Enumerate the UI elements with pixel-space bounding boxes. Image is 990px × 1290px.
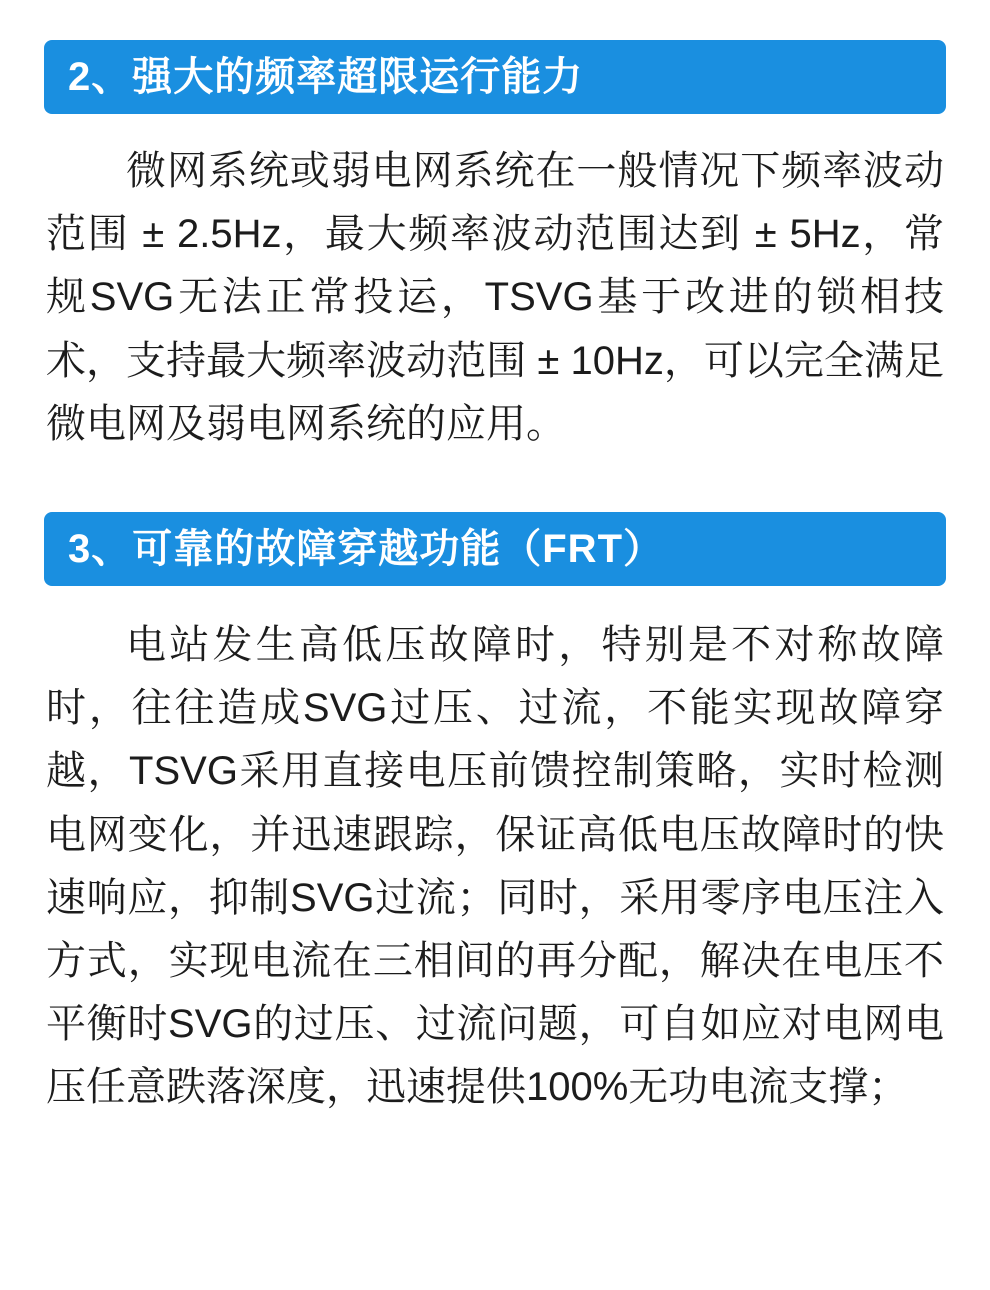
section-paragraph-3: 电站发生高低压故障时，特别是不对称故障时，往往造成SVG过压、过流，不能实现故障穿越，TSVG采用直接电压前馈控制策略，实时检测电网变化，并迅速跟踪，保证高低电压故障时的快速响应，抑制SVG过流；同时，采用零序电压注入方式，实现电流在三相间的再分配，解决在电压不平衡时SVG的过压、过流问题，可自如应对电网电压任意跌落深度，迅速提供100%无功电流支撑； (46, 622, 944, 1110)
section-heading-3: 3、可靠的故障穿越功能（FRT） (44, 512, 946, 586)
section-paragraph-2: 微网系统或弱电网系统在一般情况下频率波动范围 ± 2.5Hz，最大频率波动范围达到 ± 5Hz，常规SVG无法正常投运，TSVG基于改进的锁相技术，支持最大频率波动范围 ± 10Hz，可以完全满足微电网及弱电网系统的应用。 (46, 149, 944, 446)
section-frequency-capability (44, 40, 946, 456)
section-fault-ride-through (44, 512, 946, 1120)
section-heading-2: 2、强大的频率超限运行能力 (44, 40, 946, 114)
